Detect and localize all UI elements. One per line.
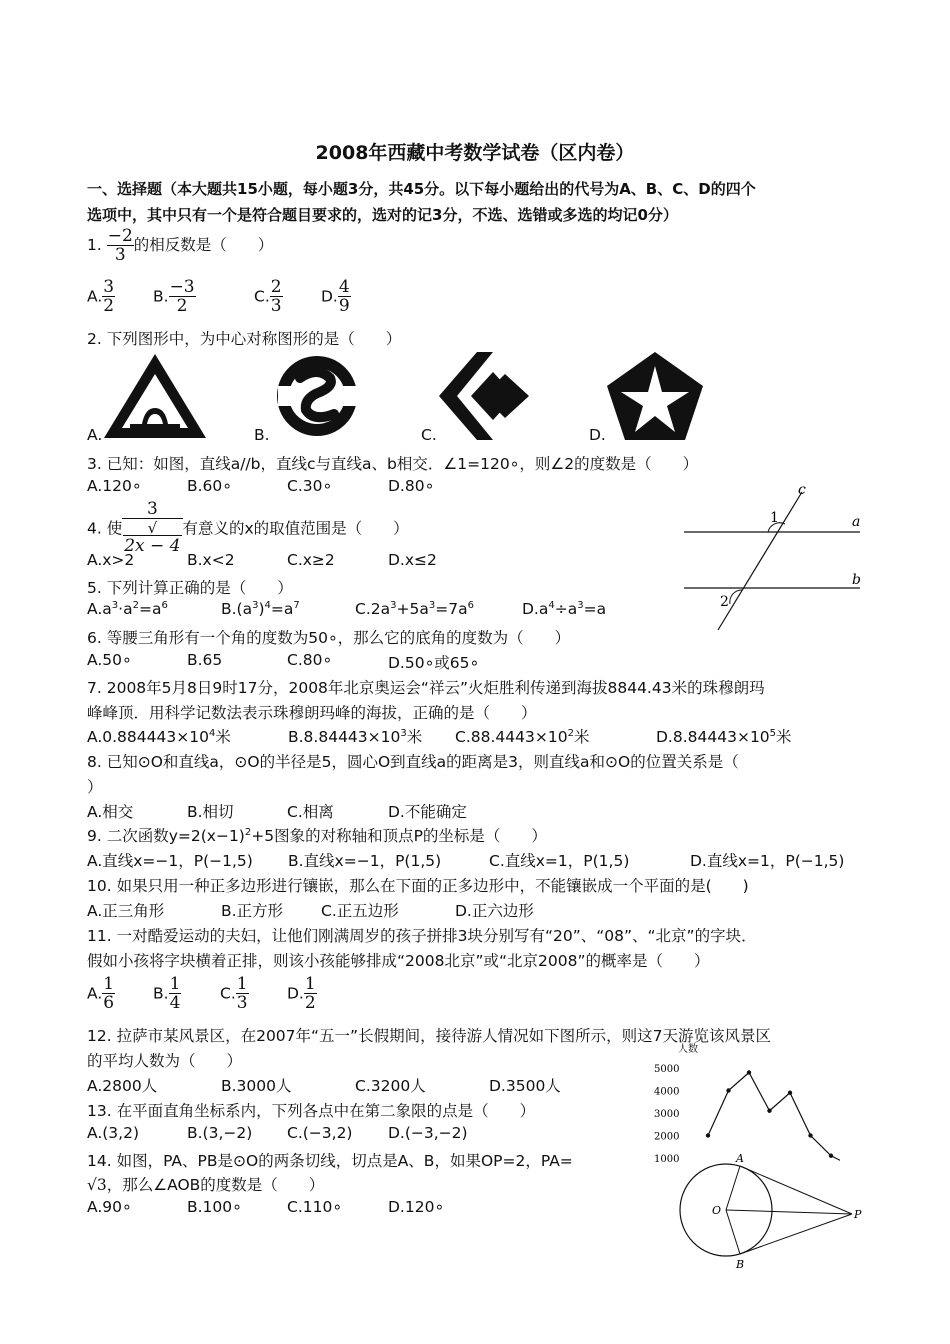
question-7-line2: 峰峰顶．用科学记数法表示珠穆朗玛峰的海拔，正确的是（ ） bbox=[87, 704, 537, 722]
option-c[interactable]: C.110∘ bbox=[287, 1198, 343, 1216]
option-d[interactable]: $D.a^4\div a^3=a$ bbox=[522, 600, 607, 619]
question-4: 4. 使 3 √ 2x − 4 有意义的x的取值范围是（ ） bbox=[87, 499, 409, 556]
segment-op bbox=[726, 1210, 852, 1214]
option-c[interactable]: C.(−3,2) bbox=[287, 1124, 353, 1142]
option-d[interactable]: D.80∘ bbox=[388, 477, 435, 495]
option-d[interactable]: D.50∘或65∘ bbox=[388, 654, 480, 672]
question-10: 10. 如果只用一种正多边形进行镶嵌，那么在下面的正多边形中，不能镶嵌成一个平面的是( ) bbox=[87, 877, 749, 895]
question-8-line2: ） bbox=[87, 778, 103, 796]
option-d[interactable]: D.120∘ bbox=[388, 1198, 445, 1216]
visitor-line-chart bbox=[650, 1040, 840, 1165]
option-b[interactable]: B.3000人 bbox=[221, 1077, 292, 1095]
option-b[interactable]: B.65 bbox=[187, 651, 223, 669]
label-angle-2: 2 bbox=[720, 594, 729, 610]
data-point bbox=[706, 1133, 710, 1137]
question-7-line1: 7. 2008年5月8日9时17分，2008年北京奥运会“祥云”火炬胜利传递到海拔8844.43米的珠穆朗玛 bbox=[87, 679, 765, 697]
question-1-options bbox=[87, 278, 487, 318]
option-c[interactable]: C.x≥2 bbox=[287, 551, 335, 569]
y-tick-label: 2000 bbox=[654, 1131, 680, 1143]
radius-ob bbox=[726, 1210, 740, 1254]
question-6: 6. 等腰三角形有一个角的度数为50∘，那么它的底角的度数为（ ） bbox=[87, 629, 571, 647]
question-5: 5. 下列计算正确的是（ ） bbox=[87, 579, 293, 597]
label-a: A bbox=[736, 1152, 744, 1165]
option-d[interactable]: D.(−3,−2) bbox=[388, 1124, 468, 1142]
option-c[interactable]: C. $\frac{1}{3}$ bbox=[220, 974, 248, 1013]
option-c[interactable]: C.直线x=1，P(1,5) bbox=[489, 852, 630, 870]
option-c[interactable]: C.相离 bbox=[287, 803, 334, 821]
line-c bbox=[718, 492, 802, 630]
option-a[interactable]: A.120∘ bbox=[87, 477, 142, 495]
option-a[interactable]: $A.0.884443\times 10^4$米 bbox=[87, 727, 231, 746]
option-d[interactable]: D.不能确定 bbox=[388, 803, 467, 821]
option-c[interactable]: C.80∘ bbox=[287, 651, 333, 669]
option-d[interactable]: D.x≤2 bbox=[388, 551, 437, 569]
option-a[interactable]: A.50∘ bbox=[87, 651, 132, 669]
swirl-logo-icon bbox=[270, 352, 365, 440]
option-a[interactable]: A.2800人 bbox=[87, 1077, 158, 1095]
option-b[interactable]: B.x<2 bbox=[187, 551, 235, 569]
option-d[interactable]: D.正六边形 bbox=[455, 902, 534, 920]
y-tick-label: 4000 bbox=[654, 1086, 680, 1098]
option-a[interactable]: $A.a^3\cdot a^2=a^6$ bbox=[87, 600, 168, 619]
option-a[interactable]: A. $\frac{3}{2}$ bbox=[87, 277, 115, 316]
option-a[interactable]: A.直线x=−1，P(−1,5) bbox=[87, 852, 253, 870]
fraction: 3 √ 2x − 4 bbox=[124, 499, 181, 556]
option-b[interactable]: B.相切 bbox=[187, 803, 234, 821]
option-a[interactable]: A.(3,2) bbox=[87, 1124, 140, 1142]
y-tick-label: 3000 bbox=[654, 1109, 680, 1120]
question-9: 9. 二次函数$y=2(x-1)^2+5$图象的对称轴和顶点P的坐标是（ ） bbox=[87, 826, 547, 845]
fraction: $\frac{-2}{3}$ bbox=[107, 226, 133, 265]
tangent-pb bbox=[740, 1214, 852, 1254]
question-1: 1. $\frac{-2}{3}$ 的相反数是（ ） bbox=[87, 226, 274, 265]
y-tick-label: 5000 bbox=[654, 1064, 680, 1075]
tangent-pa bbox=[740, 1166, 852, 1214]
question-11-line2: 假如小孩将字块横着正排，则该小孩能够排成“2008北京”或“北京2008”的概率是（ ） bbox=[87, 952, 710, 970]
option-a[interactable]: A.x>2 bbox=[87, 551, 135, 569]
data-point bbox=[767, 1109, 771, 1113]
option-b[interactable]: B. bbox=[254, 426, 270, 444]
label-a: a bbox=[852, 514, 861, 530]
option-a[interactable]: A.90∘ bbox=[87, 1198, 132, 1216]
option-d[interactable]: D. $\frac{1}{2}$ bbox=[287, 974, 316, 1013]
radius-oa bbox=[726, 1166, 740, 1210]
chart-ylabel: 人数 bbox=[678, 1044, 698, 1055]
option-c[interactable]: C.正五边形 bbox=[321, 902, 399, 920]
option-b[interactable]: B. $\frac{-3}{2}$ bbox=[153, 277, 195, 316]
option-a[interactable]: A.相交 bbox=[87, 803, 134, 821]
option-b[interactable]: B. $\frac{1}{4}$ bbox=[153, 974, 181, 1013]
pentagon-star-icon bbox=[605, 350, 705, 442]
option-b[interactable]: B.100∘ bbox=[187, 1198, 242, 1216]
y-tick-label: 1000 bbox=[654, 1154, 680, 1165]
option-b[interactable]: $B.(a^3)^4=a^7$ bbox=[221, 600, 300, 619]
question-8-line1: 8. 已知⊙O和直线a，⊙O的半径是5，圆心O到直线a的距离是3，则直线a和⊙O的位置关系是（ bbox=[87, 753, 739, 771]
section-instructions-line1: 一、选择题（本大题共15小题，每小题3分，共45分。以下每小题给出的代号为A、B、C、D的四个 bbox=[87, 180, 756, 198]
data-point bbox=[726, 1088, 730, 1092]
option-d[interactable]: D. bbox=[589, 426, 606, 444]
option-a[interactable]: A. $\frac{1}{6}$ bbox=[87, 974, 115, 1013]
label-b: B bbox=[736, 1258, 745, 1271]
option-c[interactable]: C.30∘ bbox=[287, 477, 333, 495]
question-2: 2. 下列图形中，为中心对称图形的是（ ） bbox=[87, 330, 402, 348]
tangent-circle-figure bbox=[672, 1150, 872, 1275]
option-b[interactable]: B.60∘ bbox=[187, 477, 232, 495]
question-14-line2: √3，那么∠AOB的度数是（ ） bbox=[87, 1176, 325, 1194]
data-point bbox=[808, 1133, 812, 1137]
question-12-line2: 的平均人数为（ ） bbox=[87, 1052, 243, 1070]
option-d[interactable]: $D.8.84443\times 10^5$米 bbox=[656, 727, 792, 746]
question-3: 3. 已知：如图，直线a//b，直线c与直线a、b相交．∠1=120∘，则∠2的度数是（ ） bbox=[87, 455, 699, 473]
road-sign-triangle-icon bbox=[100, 350, 210, 442]
option-c[interactable]: $C.88.4443\times 10^2$米 bbox=[455, 727, 590, 746]
option-b[interactable]: B.直线x=−1，P(1,5) bbox=[288, 852, 442, 870]
label-p: P bbox=[854, 1208, 862, 1221]
option-b[interactable]: B.(3,−2) bbox=[187, 1124, 253, 1142]
data-point bbox=[788, 1091, 792, 1095]
option-c[interactable]: $C.2a^3+5a^3=7a^6$ bbox=[355, 600, 474, 619]
option-a[interactable]: A. bbox=[87, 426, 103, 444]
series-line bbox=[708, 1073, 840, 1163]
option-d[interactable]: D.直线x=1，P(−1,5) bbox=[690, 852, 845, 870]
question-13: 13. 在平面直角坐标系内，下列各点中在第二象限的点是（ ） bbox=[87, 1102, 536, 1120]
option-b[interactable]: B.正方形 bbox=[221, 902, 284, 920]
option-a[interactable]: A.正三角形 bbox=[87, 902, 165, 920]
option-d[interactable]: D.3500人 bbox=[489, 1077, 561, 1095]
option-d[interactable]: D. $\frac{4}{9}$ bbox=[321, 277, 350, 316]
label-o: O bbox=[712, 1204, 722, 1217]
label-c: c bbox=[798, 482, 806, 498]
label-b: b bbox=[852, 572, 861, 588]
section-instructions-line2: 选项中，其中只有一个是符合题目要求的，选对的记3分，不选、选错或多选的均记0分） bbox=[87, 206, 678, 224]
option-c[interactable]: C. $\frac{2}{3}$ bbox=[254, 277, 282, 316]
label-angle-1: 1 bbox=[770, 510, 779, 526]
question-11-options bbox=[87, 975, 487, 1015]
question-14-line1: 14. 如图，PA、PB是⊙O的两条切线，切点是A、B，如果OP=2，PA= bbox=[87, 1152, 573, 1170]
question-11-line1: 11. 一对酷爱运动的夫妇，让他们刚满周岁的孩子拼排3块分别写有“20”、“08”、“北京”的字块． bbox=[87, 927, 757, 945]
question-12-line1: 12. 拉萨市某风景区，在2007年“五一”长假期间，接待游人情况如下图所示，则这7天游览该风景区 bbox=[87, 1027, 771, 1045]
parallel-lines-figure bbox=[680, 480, 870, 640]
option-c[interactable]: C.3200人 bbox=[355, 1077, 426, 1095]
option-b[interactable]: $B.8.84443\times 10^3$米 bbox=[288, 727, 423, 746]
page-title: 2008年西藏中考数学试卷（区内卷） bbox=[315, 142, 635, 164]
option-c[interactable]: C. bbox=[421, 426, 437, 444]
arrow-diamond-logo-icon bbox=[435, 350, 535, 442]
data-point bbox=[747, 1070, 751, 1074]
